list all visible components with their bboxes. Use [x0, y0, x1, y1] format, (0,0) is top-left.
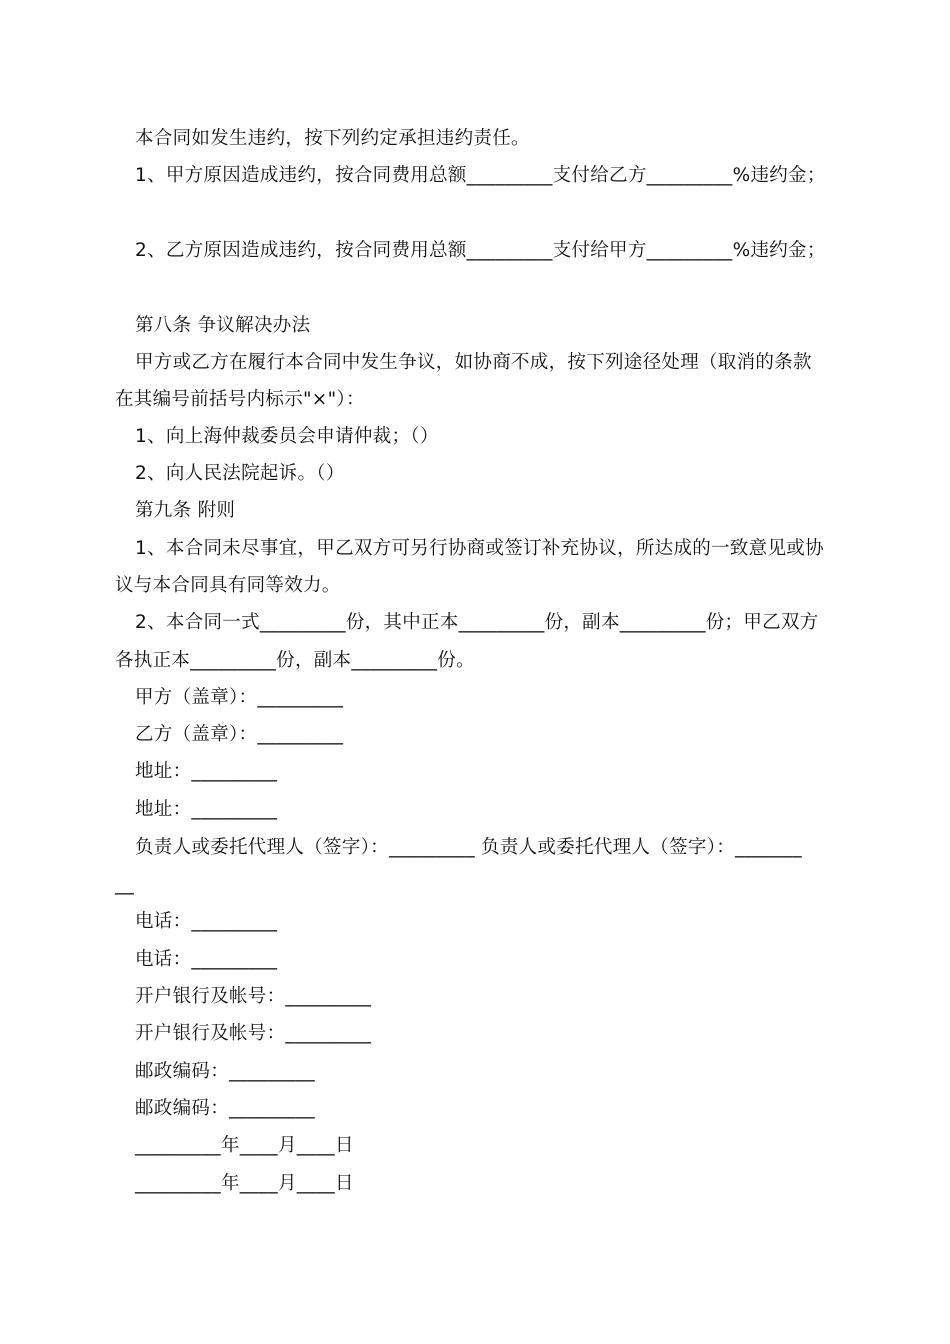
dispute-option-arbitration: 1、向上海仲裁委员会申请仲裁；（） — [135, 426, 439, 447]
signatory-fields-cont: __ — [115, 874, 135, 895]
supplement-clause: 1、本合同未尽事宜，甲乙双方可另行协商或签订补充协议，所达成的一致意见或协 — [135, 538, 824, 559]
signatory-fields: 负责人或委托代理人（签字）：_________ 负责人或委托代理人（签字）：_______ — [135, 837, 802, 858]
party-a-phone-field: 电话：_________ — [135, 911, 278, 932]
dispute-paragraph: 甲方或乙方在履行本合同中发生争议，如协商不成，按下列途径处理（取消的条款 — [135, 352, 812, 373]
party-b-phone-field: 电话：_________ — [135, 949, 278, 970]
supplement-clause-cont: 议与本合同具有同等效力。 — [115, 575, 341, 596]
party-a-seal-field: 甲方（盖章）：_________ — [135, 687, 344, 708]
party-a-date-field: _________年____月____日 — [135, 1135, 354, 1156]
party-b-postcode-field: 邮政编码：_________ — [135, 1098, 315, 1119]
party-a-bank-field: 开户银行及帐号：_________ — [135, 986, 372, 1007]
party-a-postcode-field: 邮政编码：_________ — [135, 1061, 315, 1082]
party-b-seal-field: 乙方（盖章）：_________ — [135, 724, 344, 745]
copies-clause: 2、本合同一式_________份，其中正本_________份，副本_________份；甲乙双方 — [135, 612, 819, 633]
breach-intro: 本合同如发生违约，按下列约定承担违约责任。 — [135, 128, 530, 149]
dispute-option-court: 2、向人民法院起诉。（） — [135, 463, 345, 484]
party-b-date-field: _________年____月____日 — [135, 1173, 354, 1194]
breach-clause-party-a: 1、甲方原因造成违约，按合同费用总额_________支付给乙方_________%违约金； — [135, 165, 826, 186]
party-b-bank-field: 开户银行及帐号：_________ — [135, 1023, 372, 1044]
breach-clause-party-b: 2、乙方原因造成违约，按合同费用总额_________支付给甲方_________%违约金； — [135, 240, 826, 261]
copies-clause-cont: 各执正本_________份，副本_________份。 — [115, 650, 475, 671]
article-8-heading: 第八条 争议解决办法 — [135, 315, 311, 336]
party-a-address-field: 地址：_________ — [135, 761, 278, 782]
article-9-heading: 第九条 附则 — [135, 500, 236, 521]
dispute-paragraph-cont: 在其编号前括号内标示"×"）： — [115, 389, 365, 410]
party-b-address-field: 地址：_________ — [135, 799, 278, 820]
